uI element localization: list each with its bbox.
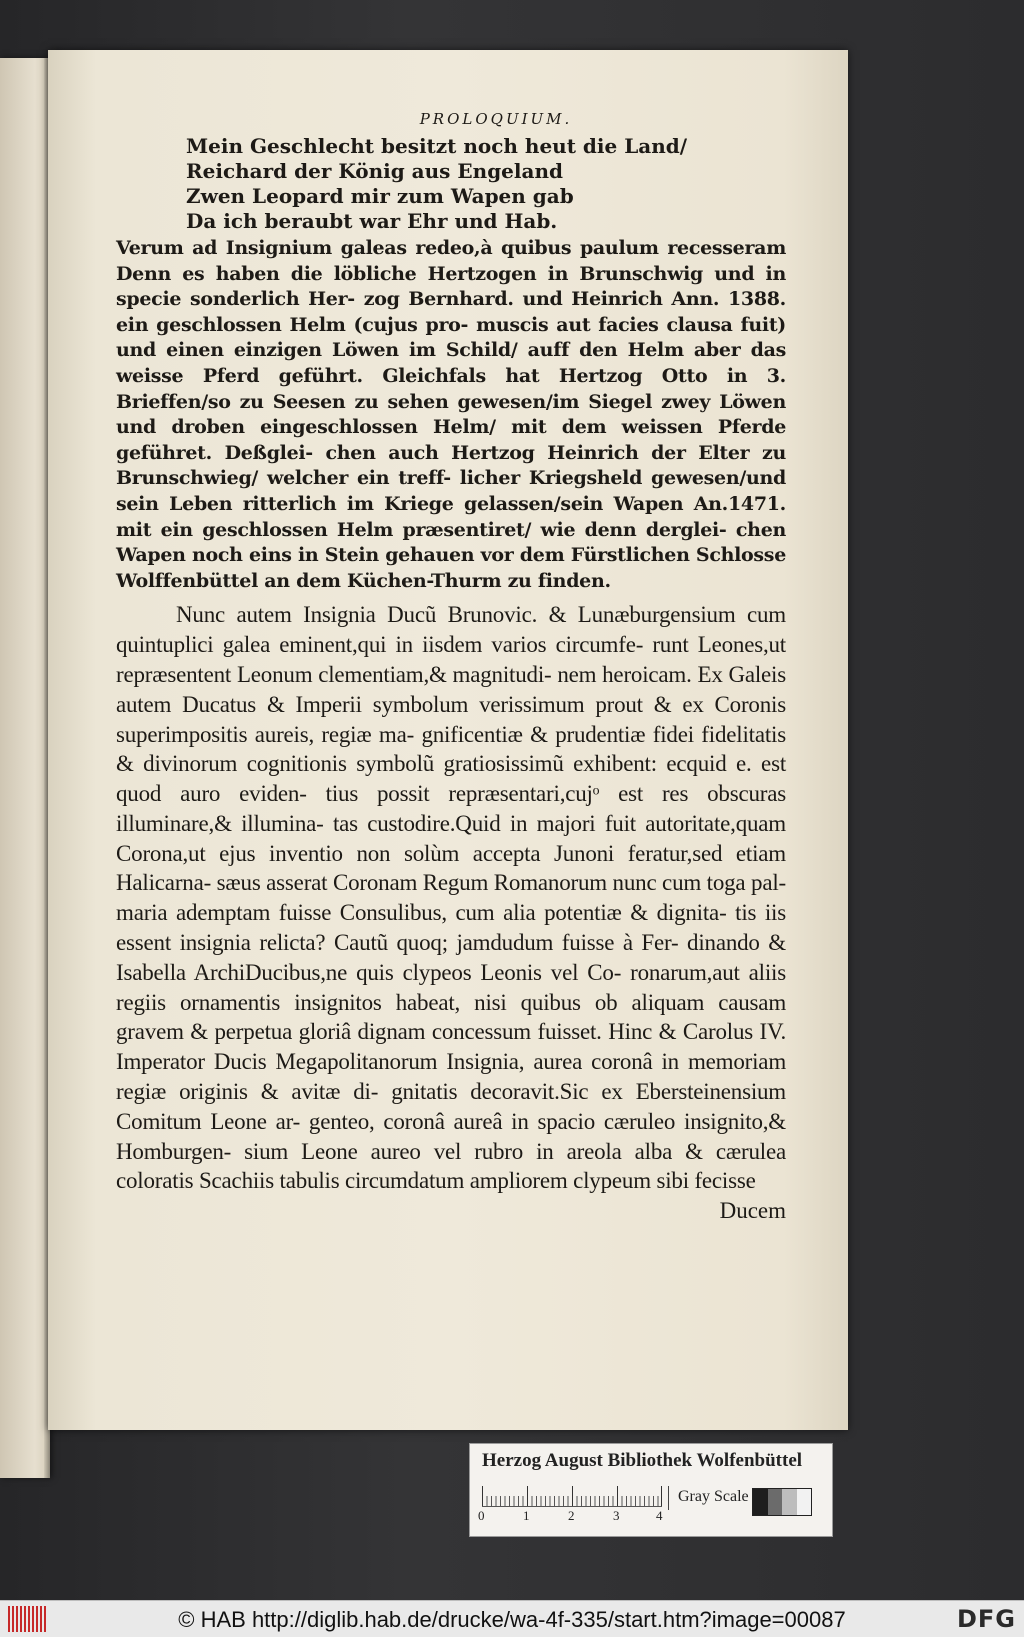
- ruler-labels: [478, 1508, 678, 1524]
- german-paragraph: [116, 236, 786, 594]
- gray-patch: [768, 1489, 783, 1515]
- text-line: fuisset. Hinc & Carolus IV. Imperator Ducis Megapolitanorum: [116, 1019, 786, 1075]
- gray-scale-label: Gray Scale: [678, 1488, 749, 1505]
- text-line: maria ademptam fuisse Consulibus, cum alia potentiæ & dignita-: [116, 900, 736, 926]
- text-line: verissimum prout & ex Coronis superimpositis aureis, regiæ ma-: [116, 691, 786, 747]
- ruler-label: 1: [523, 1508, 530, 1523]
- copyright-url[interactable]: © HAB http://diglib.hab.de/drucke/wa-4f-335/start.htm?image=00087: [178, 1607, 846, 1632]
- scale-divider: [668, 1486, 669, 1510]
- catchword: Ducem: [719, 1198, 786, 1224]
- text-line: Wapen An.1471. mit ein geschlossen Helm præsentiret/ wie denn derglei-: [116, 492, 786, 541]
- text-line: sæus asserat Coronam Regum Romanorum nunc cum toga pal-: [216, 870, 786, 896]
- text-line: runt Leones,ut repræsentent Leonum clementiam,& magnitudi-: [116, 632, 786, 687]
- color-scale-card: [469, 1443, 833, 1537]
- text-line: Verum ad Insignium galeas redeo,à quibus paulum recesseram Denn es: [116, 237, 786, 285]
- page-text: [116, 110, 786, 1225]
- ruler-major-tick: [661, 1486, 662, 1506]
- verse-line: Da ich beraubt war Ehr und Hab.: [186, 209, 558, 233]
- text-line: dinando & Isabella ArchiDucibus,ne quis clypeos Leonis vel Co-: [116, 930, 786, 985]
- text-line: droben eingeschlossen Helm/ mit dem weissen Pferde geführet. Deßglei-: [116, 416, 787, 464]
- text-line: haben die löbliche Hertzogen in Brunschwig und in specie sonderlich Her-: [116, 262, 786, 311]
- centimeter-ruler: [482, 1486, 662, 1507]
- text-line: gnitatis decoravit.Sic ex Ebersteinensium Comitum Leone ar-: [116, 1079, 787, 1134]
- text-line: chen auch Hertzog Heinrich der Elter zu Brunschwieg/ welcher ein treff-: [116, 441, 786, 490]
- ruler-major-tick: [527, 1486, 528, 1506]
- verse-line: Reichard der König aus Engeland: [186, 159, 563, 183]
- previous-page-edge: [0, 58, 50, 1478]
- footer-bar: [0, 1600, 1024, 1637]
- text-line: in 3. Brieffen/so zu Seesen zu sehen gewesen/im Siegel zwey Löwen und: [116, 364, 786, 439]
- text-line: tis iis essent insignia relicta? Cautũ quoq; jamdudum fuisse à Fer-: [116, 900, 787, 956]
- text-line: tius possit repræsentari,cujᵒ est res obscuras illuminare,& illumina-: [116, 781, 787, 836]
- verse-line: Zwen Leopard mir zum Wapen gab: [186, 184, 574, 208]
- text-line: tas custodire.Quid in majori fuit autoritate,quam Corona,ut ejus: [116, 810, 786, 866]
- verse-block: [116, 134, 786, 234]
- running-head: PROLOQUIUM.: [419, 110, 573, 128]
- text-line: cum quintuplici galea eminent,qui in iisdem varios circumfe-: [116, 602, 786, 658]
- book-page: [48, 50, 848, 1430]
- text-line: den Helm aber das weisse Pferd geführt. Gleichfals hat Hertzog Otto: [116, 339, 786, 387]
- text-line: genteo, coronâ aureâ in spacio cæruleo insignito,& Homburgen-: [116, 1108, 786, 1164]
- gray-patch: [753, 1489, 768, 1515]
- gray-patch: [782, 1489, 797, 1515]
- ruler-major-tick: [482, 1486, 483, 1506]
- gray-scale-patches: [752, 1488, 812, 1516]
- ruler-label: 0: [478, 1508, 485, 1523]
- text-line: symbolũ gratiosissimũ exhibent: ecquid e. est quod auro eviden-: [116, 751, 787, 807]
- latin-paragraph: [116, 600, 786, 1196]
- ruler-label: 2: [568, 1508, 575, 1523]
- verse-line: Mein Geschlecht besitzt noch heut die Land/: [186, 134, 688, 158]
- text-line: zog Bernhard. und Heinrich Ann. 1388. ein geschlossen Helm (cujus pro-: [116, 288, 786, 336]
- text-line: sium Leone aureo vel rubro in areola alba & cærulea coloratis: [116, 1138, 786, 1194]
- text-line: ronarum,aut aliis regiis ornamentis insignitos habeat, nisi quibus: [116, 959, 786, 1015]
- text-line: gnificentiæ & prudentiæ fidei fidelitatis & divinorum cognitionis: [116, 721, 786, 777]
- text-line: ob aliquam causam gravem & perpetua gloriâ dignam concessum: [116, 989, 787, 1045]
- library-name: Herzog August Bibliothek Wolfenbüttel: [482, 1450, 803, 1471]
- ruler-major-tick: [617, 1486, 618, 1506]
- text-line: inventio non solùm accepta Junoni feratur,sed etiam Halicarna-: [116, 840, 787, 896]
- text-line: Insignia, aurea coronâ in memoriam regiæ originis & avitæ di-: [116, 1049, 787, 1105]
- text-line: nem heroicam. Ex Galeis autem Ducatus & Imperii symbolum: [116, 661, 787, 717]
- text-line: chen Wapen noch eins in Stein gehauen vor dem Fürstlichen Schlosse: [116, 518, 786, 567]
- dfg-logo: DFG: [956, 1605, 1016, 1633]
- text-line: licher Kriegsheld gewesen/und sein Leben ritterlich im Kriege gelassen/sein: [116, 467, 786, 515]
- ruler-label: 3: [613, 1508, 620, 1523]
- gray-patch: [797, 1489, 812, 1515]
- ruler-major-tick: [572, 1486, 573, 1506]
- text-line: muscis aut facies clausa fuit) und einen einzigen Löwen im Schild/ auff: [116, 313, 786, 362]
- text-line: Nunc autem Insignia Ducũ Brunovic. & Lunæburgensium: [176, 602, 747, 628]
- text-line: Scachiis tabulis circumdatum ampliorem clypeum sibi fecisse: [198, 1168, 756, 1194]
- ruler-label: 4: [656, 1508, 663, 1523]
- text-line: Wolffenbüttel an dem Küchen-Thurm zu finden.: [116, 569, 611, 592]
